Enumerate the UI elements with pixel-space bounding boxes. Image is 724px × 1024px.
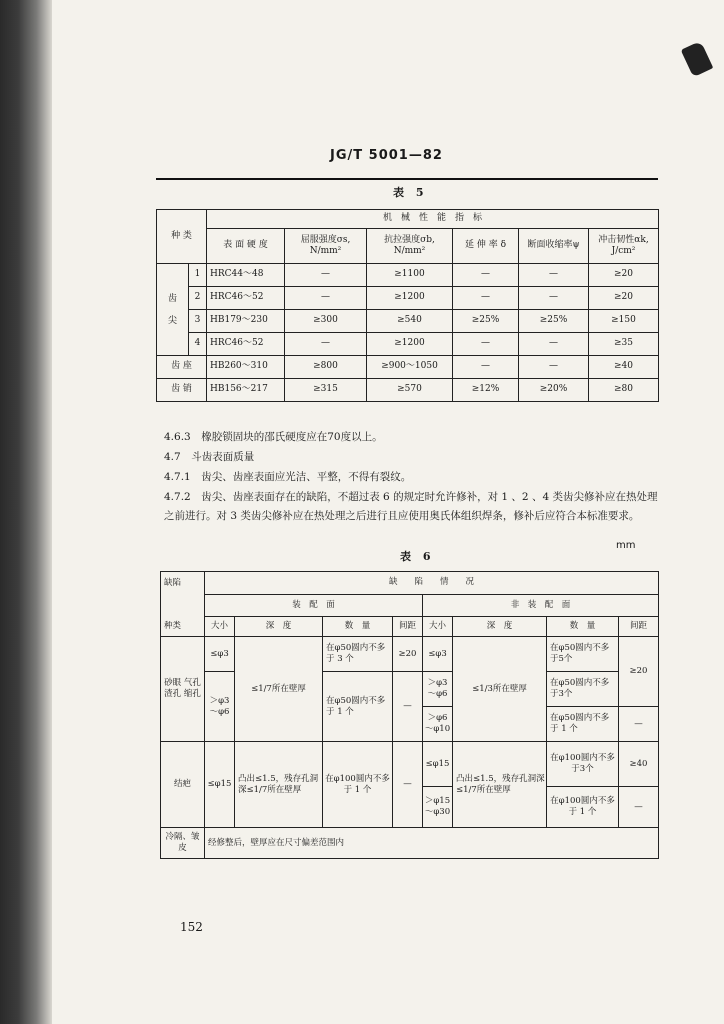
t6-n-depth: 凸出≤1.5，残存孔洞深≤1/7所在壁厚	[453, 742, 547, 828]
table5	[156, 209, 659, 402]
page-header-title: JG/T 5001—82	[330, 148, 443, 163]
t6-n-spacing: —	[619, 787, 659, 828]
t6-a-depth: 凸出≤1.5，残存孔洞深≤1/7所在壁厚	[235, 742, 323, 828]
t6-n-qty: 在φ100圆内不多于3个	[547, 742, 619, 787]
t5-cell-impact: ≥40	[589, 356, 659, 379]
t6-a-qty: 在φ50圆内不多于 1 个	[323, 672, 393, 742]
t6-n-size: ＞φ15 ～φ30	[423, 787, 453, 828]
t5-row-num: 2	[189, 287, 207, 310]
table5-caption: 表 5	[393, 186, 428, 199]
t6-n-size: ＞φ6 ～φ10	[423, 707, 453, 742]
t6-n-qty: 在φ50圆内不多于3个	[547, 672, 619, 707]
t6-blank-cell	[161, 594, 205, 616]
t5-cell-tensile: ≥1200	[367, 333, 453, 356]
t5-group-header: 机 械 性 能 指 标	[207, 210, 659, 229]
t5-col-elongation: 延 伸 率 δ	[453, 229, 519, 264]
t5-col-impact: 冲击韧性αk, J/cm²	[589, 229, 659, 264]
t5-cell-reduction: —	[519, 333, 589, 356]
t6-col-qty: 数 量	[547, 616, 619, 637]
t6-assembly-header: 装 配 面	[205, 594, 423, 616]
t6-a-size: ＞φ3 ～φ6	[205, 672, 235, 742]
t5-cell-impact: ≥80	[589, 379, 659, 402]
t5-cell-hardness: HB260～310	[207, 356, 285, 379]
t5-col-hardness: 表 面 硬 度	[207, 229, 285, 264]
t5-category-header: 种 类	[157, 210, 207, 264]
t6-type-cold-shut: 冷隔、皱皮	[161, 828, 205, 859]
t6-n-spacing: ≥40	[619, 742, 659, 787]
t5-row-num: 1	[189, 264, 207, 287]
t5-cell-reduction: ≥25%	[519, 310, 589, 333]
t6-a-spacing: ≥20	[393, 637, 423, 672]
t6-a-size: ≤φ3	[205, 637, 235, 672]
t6-n-size: ≤φ3	[423, 637, 453, 672]
t5-cell-yield: ≥800	[285, 356, 367, 379]
t5-cell-tensile: ≥570	[367, 379, 453, 402]
t6-type-sand-holes: 砂眼 气孔 渣孔 缩孔	[161, 637, 205, 742]
t5-cat-tooth-seat: 齿 座	[157, 356, 207, 379]
t6-cold-shut-text: 经修整后，壁厚应在尺寸偏差范围内	[205, 828, 659, 859]
t5-group-tip: 齿 尖	[157, 264, 189, 356]
t6-a-size: ≤φ15	[205, 742, 235, 828]
t5-cell-impact: ≥20	[589, 264, 659, 287]
t5-cell-yield: ≥315	[285, 379, 367, 402]
t5-cell-hardness: HB179～230	[207, 310, 285, 333]
t5-cell-tensile: ≥540	[367, 310, 453, 333]
t6-n-qty: 在φ50圆内不多于 1 个	[547, 707, 619, 742]
t6-n-qty: 在φ100圆内不多于 1 个	[547, 787, 619, 828]
t5-cell-reduction: ≥20%	[519, 379, 589, 402]
t5-col-reduction: 断面收缩率ψ	[519, 229, 589, 264]
t5-cell-reduction: —	[519, 264, 589, 287]
table6-unit: mm	[616, 540, 636, 551]
t6-n-size: ＞φ3 ～φ6	[423, 672, 453, 707]
t5-cell-hardness: HB156～217	[207, 379, 285, 402]
t5-cell-yield: ≥300	[285, 310, 367, 333]
t5-cell-yield: —	[285, 333, 367, 356]
t6-n-depth: ≤1/3所在壁厚	[453, 637, 547, 742]
t6-col-depth: 深 度	[235, 616, 323, 637]
t5-cell-tensile: ≥900～1050	[367, 356, 453, 379]
t6-col-spacing: 间距	[619, 616, 659, 637]
t6-a-depth: ≤1/7所在壁厚	[235, 637, 323, 742]
t5-cell-yield: —	[285, 264, 367, 287]
t5-cell-impact: ≥20	[589, 287, 659, 310]
t5-col-yield: 屈服强度σs, N/mm²	[285, 229, 367, 264]
t6-col-spacing: 间距	[393, 616, 423, 637]
t5-cat-tooth-pin: 齿 销	[157, 379, 207, 402]
t5-cell-tensile: ≥1200	[367, 287, 453, 310]
scan-shadow-edge	[0, 0, 52, 1024]
para-4-6-3: 4.6.3 橡胶锁固块的邵氏硬度应在70度以上。	[164, 431, 383, 443]
t6-situation-header: 缺 陷 情 况	[205, 572, 659, 595]
para-4-7-1: 4.7.1 齿尖、齿座表面应光洁、平整，不得有裂纹。	[164, 471, 412, 483]
t5-col-tensile: 抗拉强度σb, N/mm²	[367, 229, 453, 264]
t6-col-qty: 数 量	[323, 616, 393, 637]
t5-cell-impact: ≥35	[589, 333, 659, 356]
t5-row-num: 4	[189, 333, 207, 356]
t5-cell-elongation: ≥25%	[453, 310, 519, 333]
t5-cell-impact: ≥150	[589, 310, 659, 333]
t6-a-qty: 在φ50圆内不多于 3 个	[323, 637, 393, 672]
t5-cell-reduction: —	[519, 287, 589, 310]
t5-cell-tensile: ≥1100	[367, 264, 453, 287]
t6-col-size: 大小	[423, 616, 453, 637]
t6-nonassembly-header: 非 装 配 面	[423, 594, 659, 616]
page-number: 152	[180, 920, 203, 934]
t5-cell-elongation: —	[453, 356, 519, 379]
t6-type-nodule: 结疤	[161, 742, 205, 828]
t6-a-spacing: —	[393, 742, 423, 828]
t5-cell-elongation: ≥12%	[453, 379, 519, 402]
t5-cell-elongation: —	[453, 264, 519, 287]
t6-n-spacing: ≥20	[619, 637, 659, 707]
t5-cell-reduction: —	[519, 356, 589, 379]
t5-cell-yield: —	[285, 287, 367, 310]
t6-n-spacing: —	[619, 707, 659, 742]
t5-cell-hardness: HRC46～52	[207, 333, 285, 356]
t6-n-qty: 在φ50圆内不多于5个	[547, 637, 619, 672]
t6-a-spacing: —	[393, 672, 423, 742]
t6-col-depth: 深 度	[453, 616, 547, 637]
t5-cell-elongation: —	[453, 333, 519, 356]
t6-defect-header: 缺陷	[161, 572, 205, 595]
table6-caption: 表 6	[400, 550, 435, 563]
para-4-7: 4.7 斗齿表面质量	[164, 451, 255, 463]
t6-col-size: 大小	[205, 616, 235, 637]
table6	[160, 571, 659, 859]
t5-cell-elongation: —	[453, 287, 519, 310]
t6-type-header: 种类	[161, 616, 205, 637]
t6-n-size: ≤φ15	[423, 742, 453, 787]
para-4-7-2: 4.7.2 齿尖、齿座表面存在的缺陷，不超过表 6 的规定时允许修补，对 1 、2 、4 类齿尖修补应在热处理之前进行。对 3 类齿尖修补应在热处理之后进行且应使用奥氏体组织焊条，修补后应符合本标准要求。	[164, 491, 658, 522]
scan-corner-mark	[681, 41, 714, 77]
t5-cell-hardness: HRC44～48	[207, 264, 285, 287]
t5-row-num: 3	[189, 310, 207, 333]
t5-cell-hardness: HRC46～52	[207, 287, 285, 310]
t6-a-qty: 在φ100圆内不多于 1 个	[323, 742, 393, 828]
header-rule	[156, 178, 658, 180]
